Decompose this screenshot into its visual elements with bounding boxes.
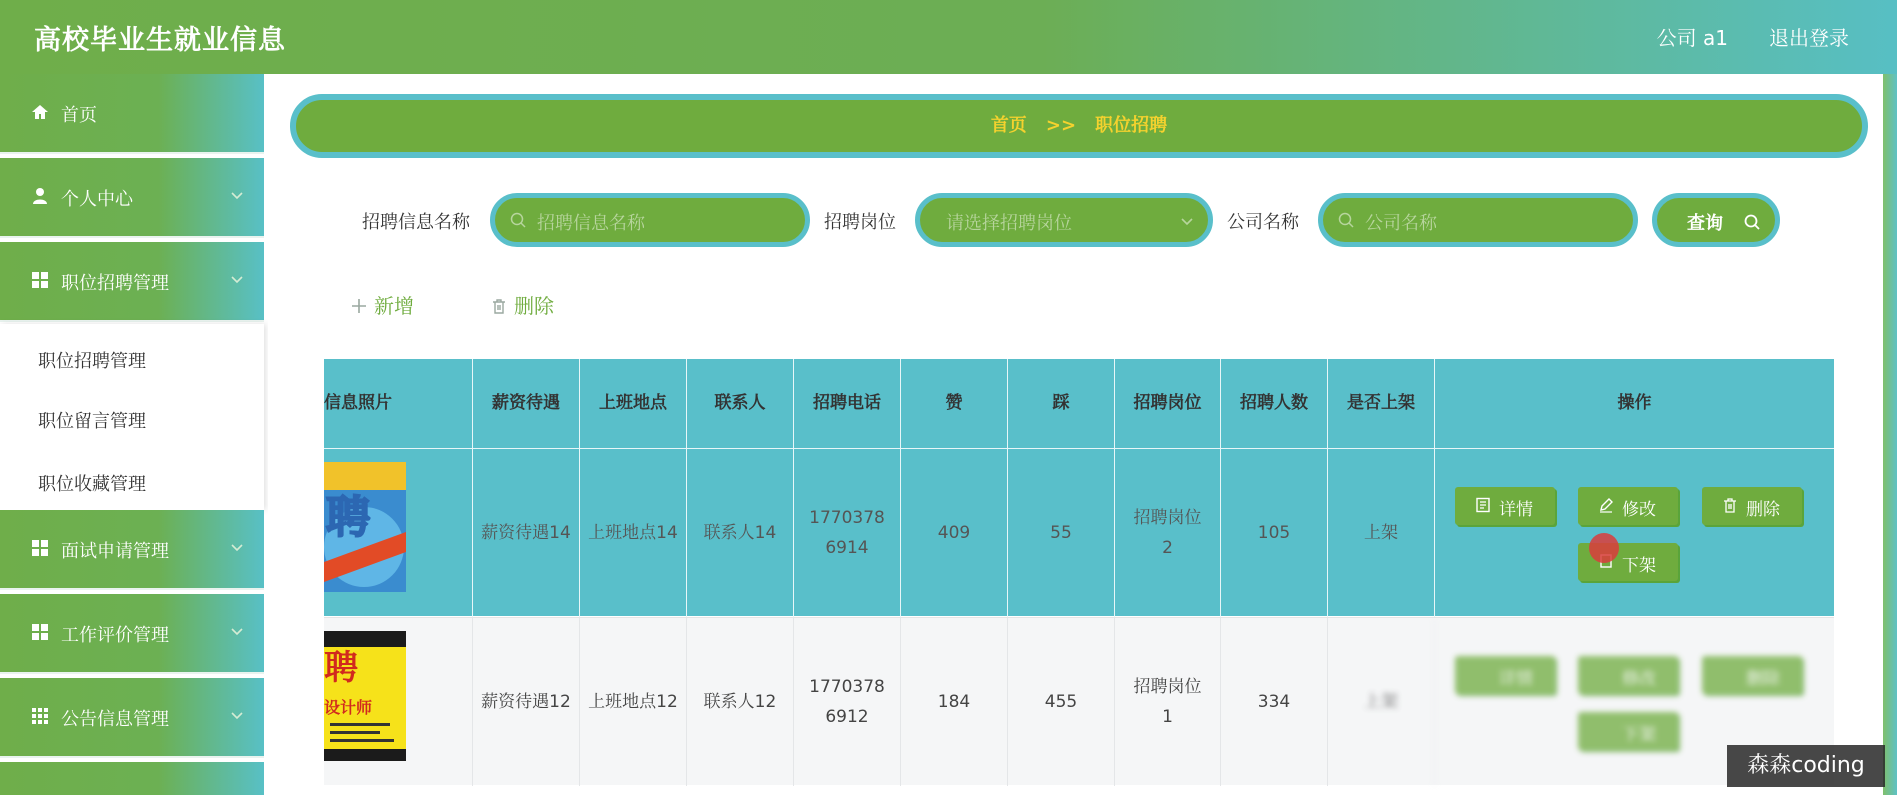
search-input-company-placeholder: 公司名称 — [1365, 213, 1437, 234]
sidebar-item-job-management[interactable] — [0, 242, 264, 322]
filter-label-position: 招聘岗位 — [824, 212, 896, 233]
delete-button[interactable] — [1702, 487, 1802, 525]
take-down-button[interactable] — [1578, 712, 1678, 750]
cell-location — [580, 449, 687, 617]
job-photo — [324, 462, 406, 592]
cell-count — [1221, 618, 1328, 786]
search-input-name[interactable] — [490, 193, 810, 247]
position-select-placeholder: 请选择招聘岗位 — [946, 213, 1072, 234]
cell-dislike — [1008, 618, 1115, 786]
detail-button-label: 详情 — [1499, 500, 1533, 520]
submenu-item-job-favorite[interactable]: 职位收藏管理 — [38, 474, 146, 495]
batch-delete-button-label: 删除 — [514, 294, 554, 318]
plus-icon — [350, 297, 368, 315]
sidebar-item-evaluation[interactable] — [0, 594, 264, 674]
cell-location — [580, 618, 687, 786]
detail-button[interactable] — [1455, 487, 1555, 525]
sidebar-item-announcement[interactable] — [0, 678, 264, 758]
sidebar — [0, 74, 268, 795]
submenu-job-management — [0, 324, 264, 510]
table-header — [324, 359, 1834, 448]
trash-icon — [1722, 497, 1738, 513]
logout-link[interactable]: 退出登录 — [1769, 26, 1849, 50]
cell-position — [1115, 449, 1221, 617]
col-contact: 联系人 — [687, 359, 794, 448]
sidebar-item-label: 首页 — [61, 105, 97, 126]
cell-dislike — [1008, 449, 1115, 617]
cell-location-text: 上班地点14 — [588, 523, 678, 543]
filter-label-name: 招聘信息名称 — [362, 212, 470, 233]
cell-contact-text: 联系人12 — [703, 692, 777, 712]
submenu-item-job-message[interactable]: 职位留言管理 — [38, 411, 146, 432]
chevron-down-icon — [230, 543, 244, 553]
edit-button[interactable] — [1578, 487, 1678, 525]
sidebar-item-label: 公告信息管理 — [61, 709, 169, 730]
col-status: 是否上架 — [1328, 359, 1435, 448]
cell-position-text: 招聘岗位2 — [1133, 508, 1202, 558]
delete-button-label: 删除 — [1746, 669, 1780, 689]
search-icon — [509, 211, 527, 229]
breadcrumb-separator: >> — [1045, 115, 1077, 136]
submenu-item-job-recruitment[interactable]: 职位招聘管理 — [38, 351, 146, 372]
chevron-down-icon — [230, 627, 244, 637]
cell-count — [1221, 449, 1328, 617]
chevron-down-icon — [230, 191, 244, 201]
cell-phone-text: 17703786914 — [809, 508, 885, 558]
poster-text: 聘 — [324, 648, 358, 688]
cell-dislike-text: 455 — [1044, 692, 1078, 712]
cell-salary — [473, 618, 580, 786]
add-button[interactable] — [350, 290, 414, 319]
cell-photo — [324, 449, 473, 617]
col-operations: 操作 — [1617, 393, 1652, 413]
edit-button-label: 修改 — [1622, 669, 1656, 689]
position-select[interactable] — [915, 193, 1213, 247]
sidebar-item-interview[interactable] — [0, 510, 264, 590]
take-down-button-label: 下架 — [1622, 556, 1656, 576]
cell-salary — [473, 449, 580, 617]
current-user: 公司 a1 — [1656, 26, 1728, 50]
detail-button-label: 详情 — [1499, 669, 1533, 689]
trash-icon — [490, 297, 508, 315]
cell-contact — [687, 618, 794, 786]
sidebar-item-home[interactable] — [0, 74, 264, 154]
sidebar-item-more[interactable] — [0, 762, 264, 795]
cell-salary-text: 薪资待遇12 — [481, 692, 571, 712]
home-icon — [30, 102, 50, 122]
query-button[interactable] — [1652, 193, 1780, 247]
cell-phone-text: 17703786912 — [809, 677, 885, 727]
cell-status-text: 上架 — [1364, 523, 1398, 543]
click-indicator — [1589, 533, 1619, 563]
sidebar-item-label: 面试申请管理 — [61, 541, 169, 562]
grid-icon — [30, 622, 50, 642]
col-salary: 薪资待遇 — [473, 359, 580, 448]
cell-like — [901, 449, 1008, 617]
col-position: 招聘岗位 — [1115, 359, 1221, 448]
search-icon — [1337, 211, 1355, 229]
recruit-poster-image — [324, 462, 406, 592]
sidebar-item-personal[interactable] — [0, 158, 264, 238]
poster-subtext: 设计师 — [324, 698, 373, 717]
grid-icon — [30, 538, 50, 558]
cell-status — [1328, 449, 1435, 617]
detail-button[interactable] — [1455, 656, 1555, 694]
cell-location-text: 上班地点12 — [588, 692, 678, 712]
col-like: 赞 — [901, 359, 1008, 448]
take-down-button-label: 下架 — [1622, 725, 1656, 745]
app-title: 高校毕业生就业信息 — [34, 25, 286, 56]
cell-phone — [794, 449, 901, 617]
search-input-name-placeholder: 招聘信息名称 — [537, 213, 645, 234]
poster-text: 聘 — [326, 492, 370, 543]
cell-like-text: 184 — [937, 692, 971, 712]
scrollbar-track[interactable] — [1883, 74, 1897, 795]
document-icon — [1475, 497, 1491, 513]
filter-label-company: 公司名称 — [1227, 212, 1299, 233]
table-row — [324, 617, 1834, 785]
cell-contact — [687, 449, 794, 617]
grid-icon — [30, 270, 50, 290]
job-photo — [324, 631, 406, 761]
cell-count-text: 334 — [1257, 692, 1291, 712]
col-location: 上班地点 — [580, 359, 687, 448]
app-header — [0, 0, 1897, 74]
cell-photo — [324, 618, 473, 786]
apps-icon — [30, 706, 50, 726]
add-button-label: 新增 — [374, 294, 414, 318]
cell-contact-text: 联系人14 — [703, 523, 777, 543]
col-dislike: 踩 — [1008, 359, 1115, 448]
table-row — [324, 448, 1834, 616]
breadcrumb-home[interactable]: 首页 — [990, 115, 1027, 136]
cell-position — [1115, 618, 1221, 786]
edit-icon — [1598, 497, 1614, 513]
edit-button[interactable] — [1578, 656, 1678, 694]
job-table — [324, 359, 1834, 795]
cell-count-text: 105 — [1257, 523, 1291, 543]
query-button-label: 查询 — [1687, 213, 1723, 234]
chevron-down-icon — [230, 275, 244, 285]
cell-phone — [794, 618, 901, 786]
cell-dislike-text: 55 — [1050, 523, 1072, 543]
search-icon — [1743, 213, 1761, 231]
cell-status — [1328, 618, 1435, 786]
recruit-poster-image — [324, 631, 406, 761]
batch-delete-button[interactable] — [490, 290, 554, 319]
chevron-down-icon — [1180, 217, 1194, 226]
cell-like-text: 409 — [937, 523, 971, 543]
user-icon — [30, 186, 50, 206]
sidebar-item-label: 职位招聘管理 — [61, 273, 169, 294]
col-count: 招聘人数 — [1221, 359, 1328, 448]
delete-button-label: 删除 — [1746, 500, 1780, 520]
cell-status-text: 上架 — [1364, 692, 1398, 712]
chevron-down-icon — [230, 711, 244, 721]
breadcrumb — [290, 94, 1868, 158]
col-photo: 信息照片 — [324, 359, 473, 448]
sidebar-item-label: 个人中心 — [61, 189, 133, 210]
cell-like — [901, 618, 1008, 786]
breadcrumb-current: 职位招聘 — [1095, 115, 1168, 136]
edit-button-label: 修改 — [1622, 500, 1656, 520]
watermark: 森森coding — [1727, 745, 1885, 787]
delete-button[interactable] — [1702, 656, 1802, 694]
cell-operations — [1435, 449, 1834, 617]
sidebar-item-label: 工作评价管理 — [61, 625, 169, 646]
search-input-company[interactable] — [1318, 193, 1638, 247]
col-phone: 招聘电话 — [794, 359, 901, 448]
cell-salary-text: 薪资待遇14 — [481, 523, 571, 543]
cell-position-text: 招聘岗位1 — [1133, 677, 1202, 727]
